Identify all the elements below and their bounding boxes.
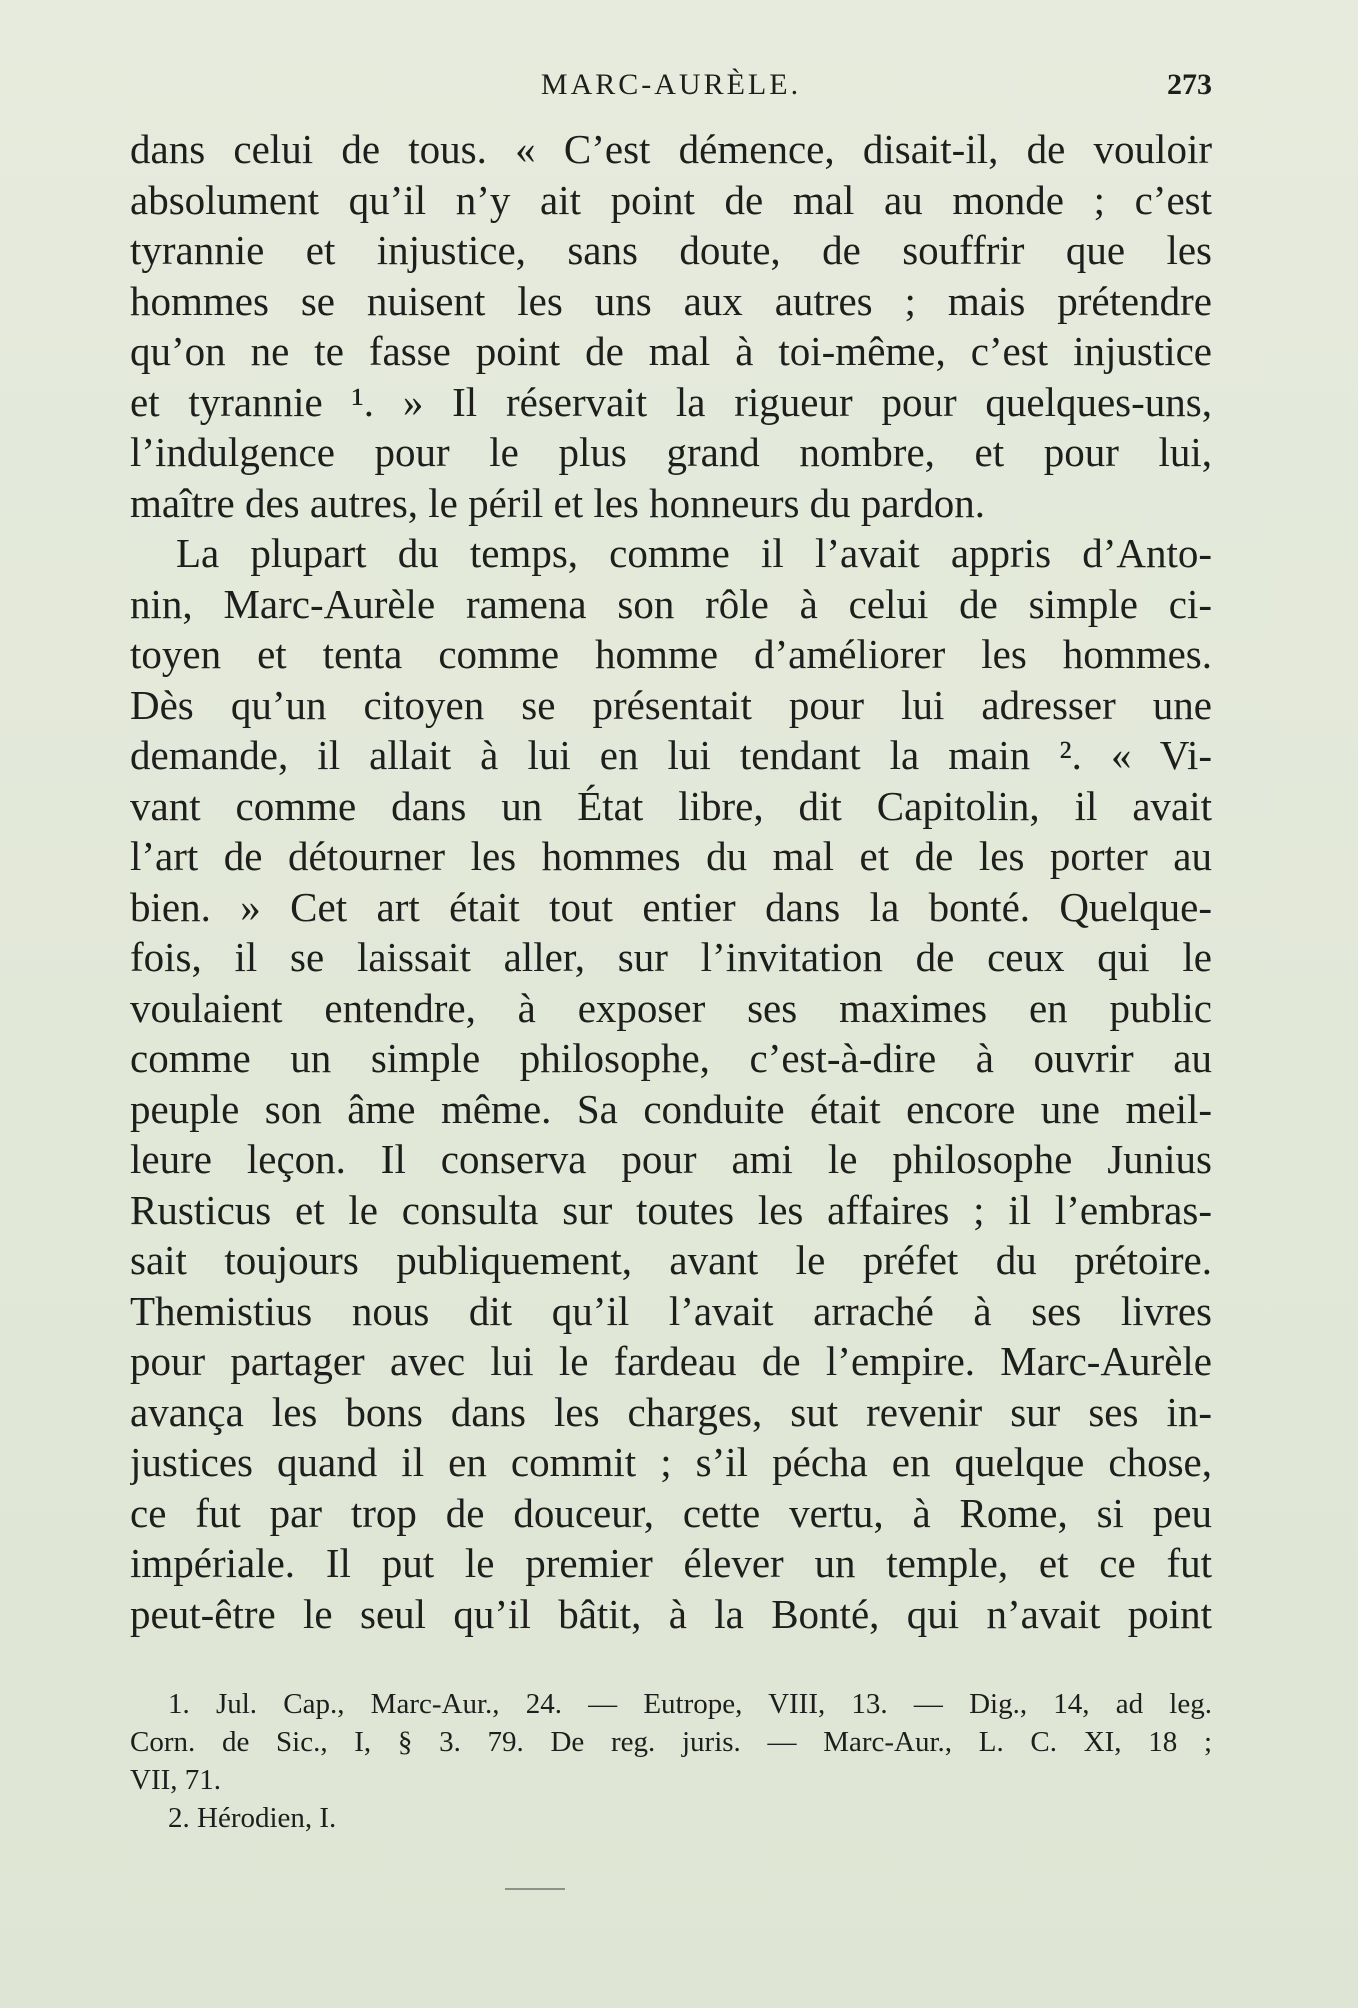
text-line: Themistius nous dit qu’il l’avait arraché à ses livres [130, 1287, 1212, 1334]
text-line: nin, Marc-Aurèle ramena son rôle à celui de simple ci- [130, 580, 1212, 627]
text-line: dans celui de tous. « C’est démence, disait-il, de vouloir [130, 126, 1212, 172]
text-line: l’indulgence pour le plus grand nombre, et pour lui, [130, 429, 1212, 475]
text-line: Rusticus et le consulta sur toutes les affaires ; il l’embras- [130, 1186, 1212, 1233]
footnotes [130, 1685, 1212, 1837]
text-line: La plupart du temps, comme il l’avait appris d’Anto- [176, 530, 1212, 576]
text-line: sait toujours publiquement, avant le préfet du prétoire. [130, 1237, 1212, 1283]
text-line: absolument qu’il n’y ait point de mal au monde ; c’est [130, 176, 1212, 223]
text-line: avança les bons dans les charges, sut revenir sur ses in- [130, 1388, 1212, 1435]
text-line: toyen et tenta comme homme d’améliorer les hommes. [130, 631, 1212, 677]
footnote-line: VII, 71. [130, 1764, 222, 1796]
text-line: ce fut par trop de douceur, cette vertu, à Rome, si peu [130, 1489, 1212, 1536]
text-line: demande, il allait à lui en lui tendant la main ². « Vi- [130, 732, 1212, 778]
text-line: pour partager avec lui le fardeau de l’empire. Marc-Aurèle [130, 1338, 1212, 1384]
text-line: comme un simple philosophe, c’est-à-dire à ouvrir au [130, 1035, 1212, 1081]
text-line: voulaient entendre, à exposer ses maximes en public [130, 984, 1212, 1031]
text-line: qu’on ne te fasse point de mal à toi-même, c’est injustice [130, 328, 1212, 374]
running-title: MARC-AURÈLE. [540, 68, 802, 101]
text-line: hommes se nuisent les uns aux autres ; mais prétendre [130, 277, 1212, 324]
text-line: maître des autres, le péril et les honneurs du pardon. [130, 479, 986, 526]
text-line: l’art de détourner les hommes du mal et de les porter au [130, 833, 1212, 879]
page-number: 273 [1167, 68, 1212, 101]
text-line: peuple son âme même. Sa conduite était encore une meil- [130, 1085, 1212, 1132]
body-text [130, 124, 1212, 1639]
text-line: peut-être le seul qu’il bâtit, à la Bonté, qui n’avait point [130, 1590, 1212, 1637]
text-line: fois, il se laissait aller, sur l’invitation de ceux qui le [130, 934, 1212, 980]
text-line: justices quand il en commit ; s’il pécha en quelque chose, [130, 1439, 1212, 1485]
text-line: bien. » Cet art était tout entier dans la bonté. Quelque- [130, 883, 1212, 930]
footnote-line: 2. Hérodien, I. [168, 1802, 337, 1834]
text-line: vant comme dans un État libre, dit Capitolin, il avait [130, 782, 1212, 829]
text-line: impériale. Il put le premier élever un temple, et ce fut [130, 1540, 1212, 1586]
text-line: Dès qu’un citoyen se présentait pour lui adresser une [130, 681, 1212, 728]
text-line: et tyrannie ¹. » Il réservait la rigueur pour quelques-uns, [130, 378, 1212, 425]
running-head [130, 68, 1212, 108]
text-line: leure leçon. Il conserva pour ami le philosophe Junius [130, 1136, 1212, 1182]
printer-mark [505, 1888, 565, 1890]
text-line: tyrannie et injustice, sans doute, de souffrir que les [130, 227, 1212, 273]
footnote-line: 1. Jul. Cap., Marc-Aur., 24. — Eutrope, VIII, 13. — Dig., 14, ad leg. [168, 1688, 1212, 1720]
footnote-line: Corn. de Sic., I, § 3. 79. De reg. juris. — Marc-Aur., L. C. XI, 18 ; [130, 1726, 1212, 1758]
